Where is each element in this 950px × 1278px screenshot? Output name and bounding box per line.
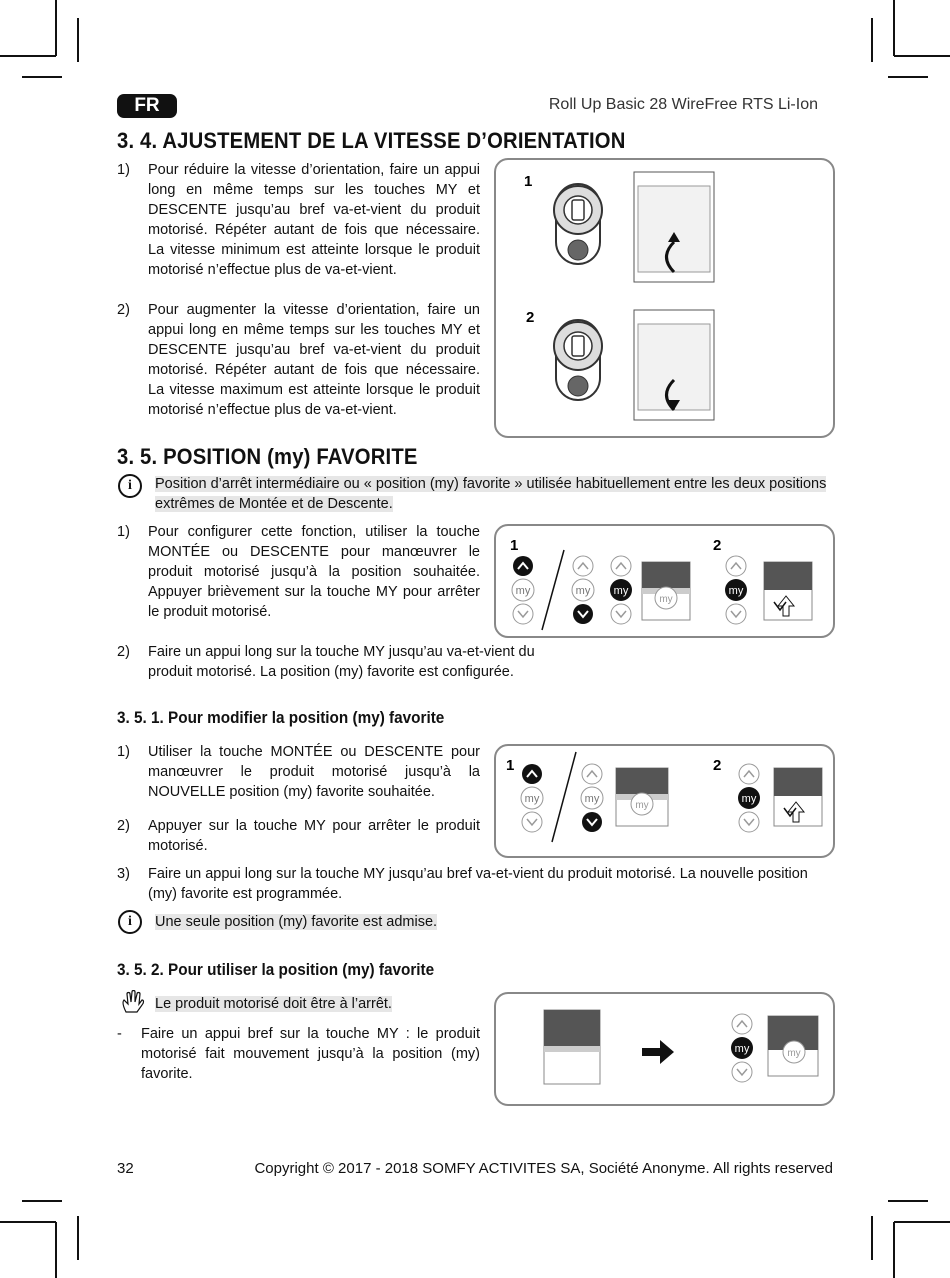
my-label: my bbox=[734, 1043, 750, 1055]
figure-modify-favorite bbox=[494, 744, 835, 858]
sec35-step-2 bbox=[117, 642, 577, 682]
remote-buttons-icon bbox=[731, 1014, 753, 1082]
page-number: 32 bbox=[117, 1160, 134, 1177]
step-text: Appuyer sur la touche MY pour arrêter le produit motorisé. bbox=[148, 818, 480, 854]
product-name: Roll Up Basic 28 WireFree RTS Li-Ion bbox=[548, 96, 818, 113]
my-label: my bbox=[584, 793, 600, 805]
step-number: 2) bbox=[117, 302, 130, 318]
info-icon: i bbox=[118, 910, 142, 934]
crop-mark bbox=[893, 1222, 895, 1278]
info-note bbox=[155, 912, 437, 932]
remote-control-icon bbox=[554, 320, 602, 400]
figure-set-favorite bbox=[494, 524, 835, 638]
step-text: Faire un appui bref sur la touche MY : le produit motorisé fait mouvement jusqu’à la position (my) favorite. bbox=[141, 1026, 480, 1082]
blind-icon bbox=[616, 768, 668, 826]
crop-mark bbox=[888, 76, 928, 78]
step-number: 1) bbox=[117, 524, 130, 540]
my-label: my bbox=[524, 793, 540, 805]
section-title-3-4: 3. 4. AJUSTEMENT DE LA VITESSE D’ORIENTATION bbox=[117, 128, 626, 153]
crop-mark bbox=[55, 0, 57, 56]
language-badge: FR bbox=[117, 94, 177, 118]
copyright: Copyright © 2017 - 2018 SOMFY ACTIVITES SA, Société Anonyme. All rights reserved bbox=[254, 1160, 833, 1177]
blind-up-down-icon bbox=[764, 562, 812, 620]
blind-icon bbox=[642, 562, 690, 620]
sec351-step-1 bbox=[117, 742, 480, 802]
crop-mark bbox=[894, 55, 950, 57]
set-favorite-illustration bbox=[496, 526, 833, 636]
remote-buttons-icon bbox=[725, 556, 747, 624]
step-number: 1) bbox=[117, 744, 130, 760]
sec352-step-1 bbox=[117, 1024, 480, 1084]
crop-mark bbox=[894, 1221, 950, 1223]
step-number: 2) bbox=[117, 644, 130, 660]
fig-label-1: 1 bbox=[506, 757, 515, 774]
my-label: my bbox=[515, 585, 531, 597]
sec34-step-2 bbox=[117, 300, 480, 420]
crop-mark bbox=[77, 18, 79, 62]
fig-label-2: 2 bbox=[713, 757, 722, 774]
step-number: 3) bbox=[117, 866, 130, 882]
remote-buttons-icon bbox=[512, 556, 534, 624]
blind-up-down-icon bbox=[774, 768, 822, 826]
blind-icon bbox=[634, 310, 714, 420]
section-title-3-5: 3. 5. POSITION (my) FAVORITE bbox=[117, 444, 418, 469]
crop-mark bbox=[871, 18, 873, 62]
my-label: my bbox=[741, 793, 757, 805]
blind-icon bbox=[768, 1016, 818, 1076]
subsection-title-3-5-2: 3. 5. 2. Pour utiliser la position (my) favorite bbox=[117, 960, 435, 979]
warning-note bbox=[155, 994, 392, 1014]
step-text: Pour augmenter la vitesse d’orientation, faire un appui long en même temps sur les touches MY et DESCENTE jusqu’au bref va-et-vient du produit motorisé. Répéter autant de fois que nécessaire. La vitesse maximum est atteinte lorsque le produit motorisé n’effectue plus de va-et-vient. bbox=[148, 302, 480, 418]
use-favorite-illustration bbox=[496, 994, 833, 1104]
subsection-title-3-5-1: 3. 5. 1. Pour modifier la position (my) favorite bbox=[117, 708, 445, 727]
step-bullet: - bbox=[117, 1026, 122, 1042]
step-text: Faire un appui long sur la touche MY jusqu’au va-et-vient du produit motorisé. La position (my) favorite est configurée. bbox=[148, 644, 535, 680]
remote-control-icon bbox=[554, 184, 602, 264]
step-text: Utiliser la touche MONTÉE ou DESCENTE pour manœuvrer le produit motorisé jusqu’à la NOUVELLE position (my) favorite souhaitée. bbox=[148, 744, 480, 800]
info-note bbox=[155, 474, 835, 514]
crop-mark bbox=[893, 0, 895, 56]
crop-mark bbox=[0, 1221, 56, 1223]
divider bbox=[542, 550, 564, 630]
fig-label-1: 1 bbox=[524, 173, 533, 190]
my-label: my bbox=[613, 585, 629, 597]
hand-warning-icon bbox=[120, 990, 146, 1014]
divider bbox=[552, 752, 576, 842]
my-label: my bbox=[575, 585, 591, 597]
step-number: 1) bbox=[117, 162, 130, 178]
crop-mark bbox=[871, 1216, 873, 1260]
orientation-speed-illustration bbox=[496, 160, 833, 436]
sec34-step-1 bbox=[117, 160, 480, 280]
fig-label-2: 2 bbox=[713, 537, 722, 554]
fig-label-1: 1 bbox=[510, 537, 519, 554]
crop-mark bbox=[22, 1200, 62, 1202]
step-text: Pour configurer cette fonction, utiliser la touche MONTÉE ou DESCENTE pour manœuvrer le produit motorisé jusqu’à la position souhaitée. Appuyer brièvement sur la touche MY pour arrêter le produit motorisé. bbox=[148, 524, 480, 620]
my-label: my bbox=[635, 800, 649, 811]
crop-mark bbox=[0, 55, 56, 57]
my-label: my bbox=[659, 594, 673, 605]
remote-buttons-icon bbox=[581, 764, 603, 832]
blind-icon bbox=[544, 1010, 600, 1084]
blind-icon bbox=[634, 172, 714, 282]
arrow-right-icon bbox=[642, 1040, 674, 1064]
modify-favorite-illustration bbox=[496, 746, 833, 856]
info-text: Position d’arrêt intermédiaire ou « position (my) favorite » utilisée habituellement entre les deux positions extrêmes de Montée et de Descente. bbox=[155, 476, 827, 512]
sec35-step-1 bbox=[117, 522, 480, 622]
figure-orientation-speed bbox=[494, 158, 835, 438]
figure-use-favorite bbox=[494, 992, 835, 1106]
crop-mark bbox=[22, 76, 62, 78]
remote-buttons-icon bbox=[610, 556, 632, 624]
fig-label-2: 2 bbox=[526, 309, 535, 326]
crop-mark bbox=[888, 1200, 928, 1202]
warning-text: Le produit motorisé doit être à l’arrêt. bbox=[155, 996, 392, 1012]
sec351-step-3 bbox=[117, 864, 837, 904]
step-text: Pour réduire la vitesse d’orientation, faire un appui long en même temps sur les touches MY et DESCENTE jusqu’au bref va-et-vient du produit motorisé. Répéter autant de fois que nécessaire. La vitesse minimum est atteinte lorsque le produit motorisé n’effectue plus de va-et-vient. bbox=[148, 162, 480, 278]
remote-buttons-icon bbox=[521, 764, 543, 832]
info-icon: i bbox=[118, 474, 142, 498]
my-label: my bbox=[787, 1048, 801, 1059]
my-label: my bbox=[728, 585, 744, 597]
step-text: Faire un appui long sur la touche MY jusqu’au bref va-et-vient du produit motorisé. La nouvelle position (my) favorite est programmée. bbox=[148, 866, 808, 902]
crop-mark bbox=[55, 1222, 57, 1278]
step-number: 2) bbox=[117, 818, 130, 834]
remote-buttons-icon bbox=[572, 556, 594, 624]
sec351-step-2 bbox=[117, 816, 480, 856]
remote-buttons-icon bbox=[738, 764, 760, 832]
info-text: Une seule position (my) favorite est admise. bbox=[155, 914, 438, 930]
crop-mark bbox=[77, 1216, 79, 1260]
